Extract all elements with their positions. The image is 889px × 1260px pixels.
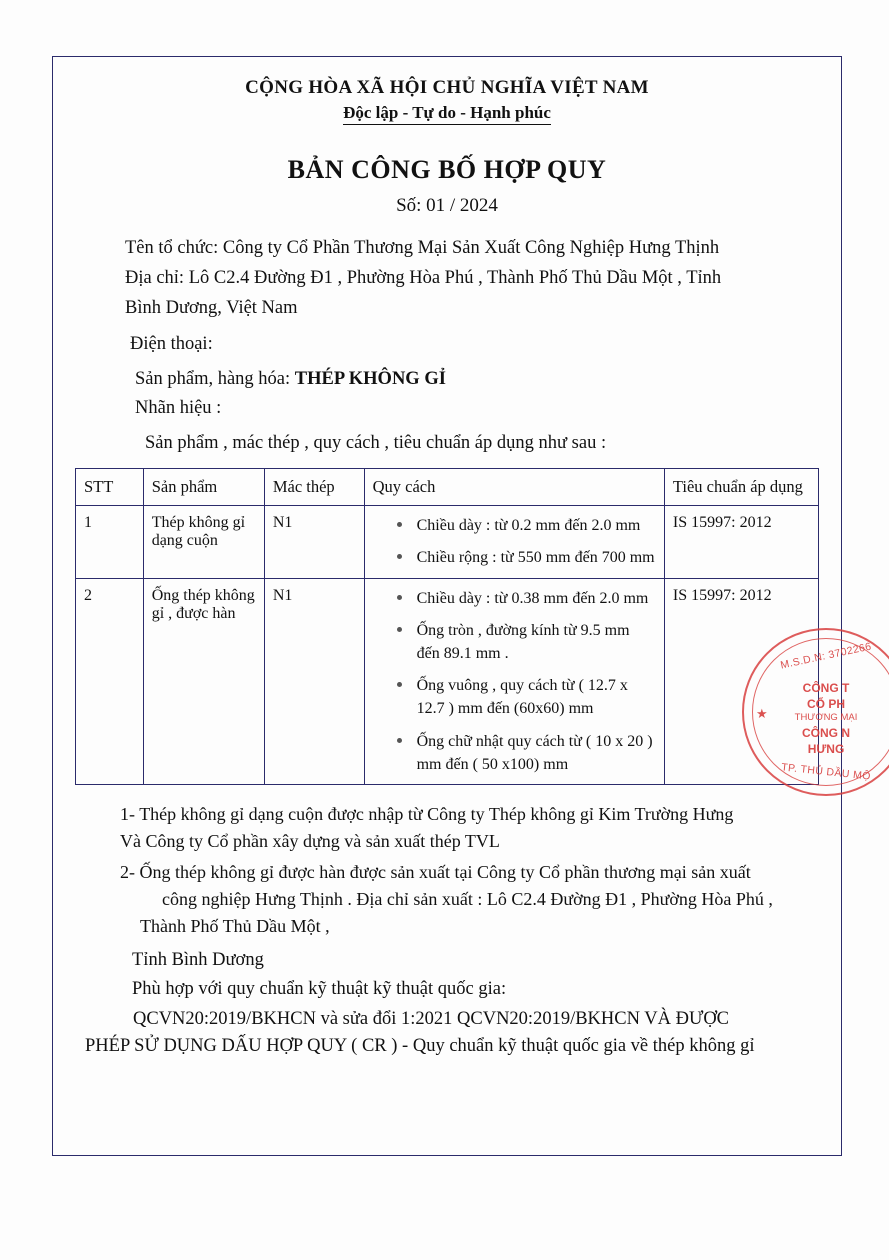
document-content [53,57,841,1155]
spec-item: Ống vuông , quy cách từ ( 12.7 x 12.7 ) mm đến (60x60) mm [395,674,656,720]
conformity-label: Phù hợp với quy chuẩn kỹ thuật kỹ thuật quốc gia: [132,978,507,999]
spec-item: Chiều dày : từ 0.38 mm đến 2.0 mm [395,587,656,610]
header-product: Sản phẩm [143,469,264,506]
cell-grade: N1 [264,506,364,578]
stamp-star-icon: ★ [756,706,768,721]
notes-block [75,801,819,940]
stamp-line-3: THƯƠNG MẠI [794,712,858,724]
note-2-number: 2- [120,861,135,882]
standard-line2: PHÉP SỬ DỤNG DẤU HỢP QUY ( CR ) - Quy chuẩn kỹ thuật quốc gia về thép không gỉ [85,1035,755,1056]
standard-line1: QCVN20:2019/BKHCN và sửa đổi 1:2021 QCVN20:2019/BKHCN VÀ ĐƯỢC [133,1008,730,1029]
spec-item: Chiều dày : từ 0.2 mm đến 2.0 mm [395,514,656,537]
product-line [75,369,819,390]
cell-grade: N1 [264,578,364,784]
stamp-line-1: CÔNG T [802,681,850,695]
stamp-arc-top-text: M.S.D.N: 3702266 [779,640,873,672]
header-spec: Quy cách [364,469,664,506]
stamp-line-5: HƯNG [807,742,845,757]
spec-item: Ống chữ nhật quy cách từ ( 10 x 20 ) mm đến ( 50 x100) mm [395,730,656,776]
nation-motto: Độc lập - Tự do - Hạnh phúc [343,103,551,125]
spec-item: Ống tròn , đường kính từ 9.5 mm đến 89.1 mm . [395,619,656,665]
cell-specs [364,578,664,784]
cell-product: Ống thép không gỉ , được hàn [143,578,264,784]
nation-title: CỘNG HÒA XÃ HỘI CHỦ NGHĨA VIỆT NAM [245,77,649,98]
standard-block [75,1006,819,1060]
note-1-number: 1- [120,803,135,824]
phone-label: Điện thoại: [130,334,213,355]
header-standard: Tiêu chuẩn áp dụng [664,469,818,506]
cell-standard: IS 15997: 2012 [664,506,818,578]
province-line: Tỉnh Bình Dương [132,949,264,970]
table-header-row [76,469,819,506]
brand-label: Nhãn hiệu : [135,398,222,419]
organization-name: Tên tổ chức: Công ty Cổ Phần Thương Mại Sản Xuất Công Nghiệp Hưng Thịnh [125,238,720,258]
cell-specs [364,506,664,578]
note-1-line2: Và Công ty Cổ phần xây dựng và sản xuất thép TVL [120,830,500,851]
note-2 [120,859,814,940]
stamp-arc-bottom-text: TP. THỦ DẦU MỘ [780,761,872,783]
organization-address-line2: Bình Dương, Việt Nam [125,297,298,318]
product-value: THÉP KHÔNG GỈ [294,369,446,390]
table-row [76,506,819,578]
table-row [76,578,819,784]
specification-table [75,468,819,785]
header-stt: STT [76,469,144,506]
note-2-line2: công nghiệp Hưng Thịnh . Địa chỉ sản xuất : Lô C2.4 Đường Đ1 , Phường Hòa Phú , [162,888,773,909]
cell-standard: IS 15997: 2012 [664,578,818,784]
header-grade: Mác thép [264,469,364,506]
national-heading [75,77,819,125]
note-1 [120,801,814,855]
spec-list [373,587,656,776]
page-title: BẢN CÔNG BỐ HỢP QUY [287,155,607,184]
cell-stt: 1 [76,506,144,578]
product-label: Sản phẩm, hàng hóa: [135,369,291,390]
document-number: Số: 01 / 2024 [396,195,498,216]
cell-product: Thép không gỉ dạng cuộn [143,506,264,578]
stamp-line-4: CÔNG N [802,726,850,741]
note-2-line1: Ống thép không gỉ được hàn được sản xuất tại Công ty Cổ phần thương mại sản xuất [139,861,751,882]
organization-address-line1: Địa chỉ: Lô C2.4 Đường Đ1 , Phường Hòa Phú , Thành Phố Thủ Dầu Một , Tỉnh [125,267,722,288]
note-1-line1: Thép không gỉ dạng cuộn được nhập từ Công ty Thép không gỉ Kim Trường Hưng [139,803,734,824]
note-2-line3: Thành Phố Thủ Dầu Một , [140,915,330,936]
cell-stt: 2 [76,578,144,784]
table-intro: Sản phẩm , mác thép , quy cách , tiêu chuẩn áp dụng như sau : [145,433,607,454]
stamp-line-2: CỔ PH [806,697,845,712]
organization-block [75,235,819,322]
spec-item: Chiều rộng : từ 550 mm đến 700 mm [395,546,656,569]
spec-list [373,514,656,569]
